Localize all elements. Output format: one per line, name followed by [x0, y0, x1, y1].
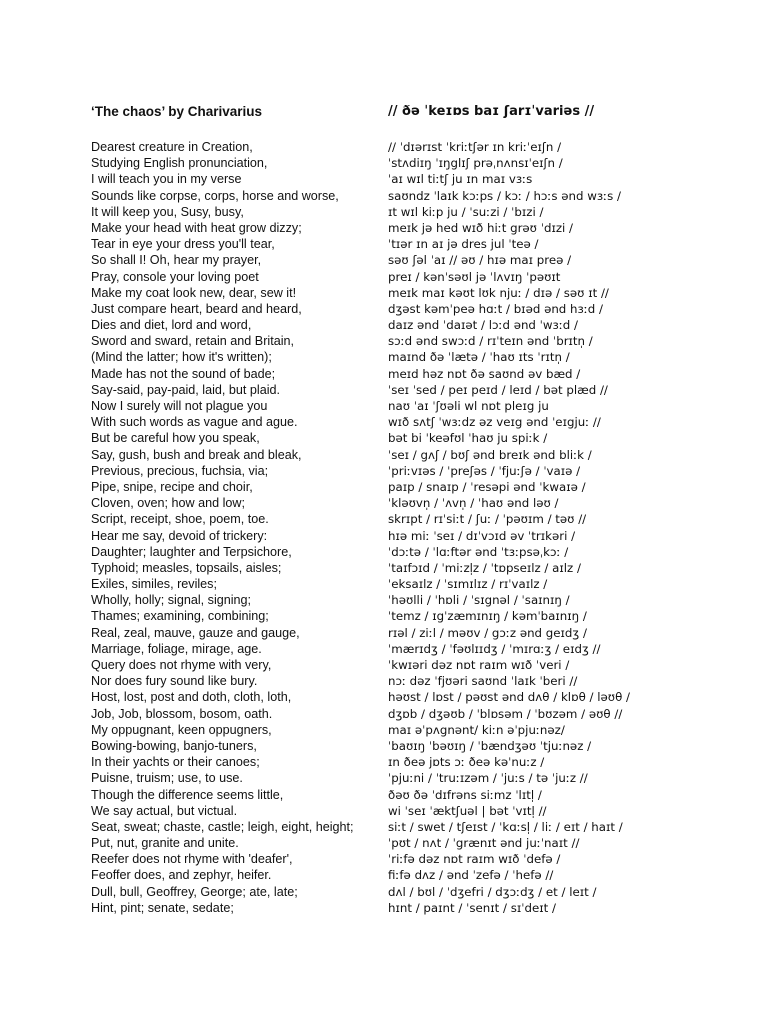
poem-line-transcription: naʊ ˈaɪ ˈʃʊəli wl nɒt pleɪg ju	[388, 399, 549, 413]
poem-line-transcription: daɪz ənd ˈdaɪət / lɔːd ənd ˈwɜːd /	[388, 318, 579, 333]
poem-line	[0, 673, 768, 689]
poem-line	[0, 770, 768, 786]
poem-line-transcription: saʊndz ˈlaɪk kɔːps / kɔː / hɔːs ənd wɜːs /	[388, 188, 622, 203]
poem-line-text: Dull, bull, Geoffrey, George; ate, late;	[91, 884, 298, 899]
poem-line-transcription: ˈtemz / ɪgˈzæmɪnɪŋ / kəmˈbaɪnɪŋ /	[388, 609, 587, 624]
poem-line	[0, 851, 768, 867]
poem-line-text: Though the difference seems little,	[91, 787, 284, 802]
poem-line-text: Puisne, truism; use, to use.	[91, 771, 243, 786]
poem-line	[0, 382, 768, 398]
poem-title: ‘The chaos’ by Charivarius	[91, 104, 263, 119]
poem-line	[0, 188, 768, 204]
poem-line-transcription: ˈstʌdiɪŋ ˈɪŋglɪʃ prəˌnʌnsɪˈeɪʃn /	[388, 156, 563, 171]
poem-line	[0, 269, 768, 285]
poem-line	[0, 689, 768, 705]
poem-line-text: So shall I! Oh, hear my prayer,	[91, 253, 262, 268]
poem-line-text: Previous, precious, fuchsia, via;	[91, 463, 269, 478]
poem-line-text: Job, Job, blossom, bosom, oath.	[91, 706, 273, 721]
poem-line-transcription: ˈtaɪfɔɪd / ˈmiːzl̩z / ˈtɒpseɪlz / aɪlz /	[388, 560, 581, 575]
poem-line-transcription: ˈpjuːni / ˈtruːɪzəm / ˈjuːs / tə ˈjuːz //	[388, 771, 588, 786]
poem-line-transcription: skrɪpt / rɪˈsiːt / ʃuː / ˈpəʊɪm / təʊ //	[388, 512, 587, 527]
poem-line-transcription: // ˈdɪərɪst ˈkriːtʃər ɪn kriːˈeɪʃn /	[388, 140, 562, 154]
poem-line-text: Cloven, oven; how and low;	[91, 496, 246, 511]
poem-line-transcription: səʊ ʃəl ˈaɪ // əʊ / hɪə maɪ preə /	[388, 253, 572, 268]
poem-line-text: Studying English pronunciation,	[91, 156, 268, 171]
poem-line-text: Host, lost, post and doth, cloth, loth,	[91, 690, 292, 705]
poem-line-transcription: paɪp / snaɪp / ˈresəpi ənd ˈkwaɪə /	[388, 479, 586, 494]
poem-line	[0, 900, 768, 916]
poem-line-transcription: ˈpriːvɪəs / ˈpreʃəs / ˈfjuːʃə / ˈvaɪə /	[388, 463, 581, 478]
poem-line	[0, 252, 768, 268]
poem-line-text: Real, zeal, mauve, gauze and gauge,	[91, 625, 300, 640]
poem-line-transcription: wi ˈseɪ ˈæktʃuəl | bət ˈvɪtl̩ //	[388, 803, 547, 818]
poem-line-text: Pipe, snipe, recipe and choir,	[91, 479, 253, 494]
poem-line	[0, 754, 768, 770]
poem-line	[0, 738, 768, 754]
poem-body	[0, 139, 768, 916]
poem-line-transcription: ˈdɔːtə / ˈlɑːftər ənd ˈtɜːpsəˌkɔː /	[388, 544, 569, 559]
poem-line-transcription: ðəʊ ðə ˈdɪfrəns siːmz ˈlɪtl̩ /	[388, 787, 542, 802]
poem-line	[0, 819, 768, 835]
poem-line	[0, 528, 768, 544]
poem-line	[0, 171, 768, 187]
poem-line-text: But be careful how you speak,	[91, 431, 260, 446]
poem-title-ipa: // ðə ˈkeɪɒs baɪ ʃarɪˈvariəs //	[388, 104, 595, 119]
poem-line	[0, 447, 768, 463]
poem-line-transcription: rɪəl / ziːl / məʊv / gɔːz ənd geɪdʒ /	[388, 625, 587, 640]
poem-line-transcription: meɪd həz nɒt ðə saʊnd əv bæd /	[388, 366, 581, 381]
poem-line-text: Nor does fury sound like bury.	[91, 674, 258, 689]
poem-line-transcription: siːt / swet / tʃeɪst / ˈkɑːsl̩ / liː / eɪt / haɪt /	[388, 819, 623, 834]
poem-line	[0, 236, 768, 252]
poem-line	[0, 155, 768, 171]
poem-line-text: I will teach you in my verse	[91, 172, 242, 187]
poem-line-text: Just compare heart, beard and heard,	[91, 301, 302, 316]
poem-line-text: Seat, sweat; chaste, castle; leigh, eight, height;	[91, 819, 354, 834]
poem-line-text: Make your head with heat grow dizzy;	[91, 220, 302, 235]
poem-line-text: Script, receipt, shoe, poem, toe.	[91, 512, 269, 527]
title-row	[0, 104, 768, 124]
poem-line-transcription: dʒəst kəmˈpeə hɑːt / bɪəd ənd hɜːd /	[388, 301, 603, 316]
poem-line-transcription: ˈseɪ / gʌʃ / bʊʃ ənd breɪk ənd bliːk /	[388, 447, 592, 462]
poem-line	[0, 414, 768, 430]
poem-line-text: Dearest creature in Creation,	[91, 140, 253, 154]
poem-line-text: Marriage, foliage, mirage, age.	[91, 641, 262, 656]
poem-line-text: Made has not the sound of bade;	[91, 366, 276, 381]
poem-line-transcription: preɪ / kənˈsəʊl jə ˈlʌvɪŋ ˈpəʊɪt	[388, 269, 561, 284]
poem-line-text: Hint, pint; senate, sedate;	[91, 900, 234, 915]
poem-line-text: Typhoid; measles, topsails, aisles;	[91, 560, 282, 575]
poem-line-transcription: bət bi ˈkeəfʊl ˈhaʊ ju spiːk /	[388, 431, 548, 446]
poem-line-transcription: ˈseɪ ˈsed / peɪ peɪd / leɪd / bət plæd //	[388, 382, 608, 397]
poem-line-transcription: ˈpʊt / nʌt / ˈgrænɪt ənd juːˈnaɪt //	[388, 836, 580, 851]
poem-line-text: Make my coat look new, dear, sew it!	[91, 285, 297, 300]
poem-line	[0, 285, 768, 301]
poem-line	[0, 803, 768, 819]
poem-line-transcription: ˈkwɪəri dəz nɒt raɪm wɪð ˈveri /	[388, 658, 570, 672]
poem-line	[0, 787, 768, 803]
poem-line-transcription: ɪn ðeə jɒts ɔː ðeə kəˈnuːz /	[388, 755, 545, 770]
poem-line	[0, 430, 768, 446]
poem-line	[0, 706, 768, 722]
poem-line-transcription: fiːfə dʌz / ənd ˈzefə / ˈhefə //	[388, 868, 554, 883]
poem-line-text: My oppugnant, keen oppugners,	[91, 722, 272, 737]
poem-line-text: (Mind the latter; how it's written);	[91, 350, 272, 365]
poem-line-transcription: meɪk jə hed wɪð hiːt grəʊ ˈdɪzi /	[388, 220, 574, 235]
poem-line-transcription: hɪnt / paɪnt / ˈsenɪt / sɪˈdeɪt /	[388, 900, 556, 915]
poem-line-transcription: ˈmærɪdʒ / ˈfəʊlɪɪdʒ / ˈmɪrɑːʒ / eɪdʒ //	[388, 641, 601, 656]
poem-line-text: Now I surely will not plague you	[91, 399, 268, 413]
poem-line-text: Reefer does not rhyme with 'deafer',	[91, 852, 293, 867]
poem-line-transcription: dʌl / bʊl / ˈdʒefri / dʒɔːdʒ / et / leɪt /	[388, 884, 597, 899]
poem-line-text: Put, nut, granite and unite.	[91, 836, 239, 851]
poem-line-transcription: maɪnd ðə ˈlætə / ˈhaʊ ɪts ˈrɪtn̩ /	[388, 350, 570, 365]
poem-line-transcription: dʒɒb / dʒəʊb / ˈblɒsəm / ˈbʊzəm / əʊθ //	[388, 706, 623, 721]
poem-line	[0, 722, 768, 738]
poem-line	[0, 139, 768, 155]
poem-line-text: Daughter; laughter and Terpsichore,	[91, 544, 292, 559]
poem-line-transcription: həʊst / lɒst / pəʊst ənd dʌθ / klɒθ / ləʊθ /	[388, 690, 631, 705]
poem-line-text: Wholly, holly; signal, signing;	[91, 593, 252, 608]
poem-line-text: Say-said, pay-paid, laid, but plaid.	[91, 382, 281, 397]
poem-line	[0, 867, 768, 883]
poem-line-text: We say actual, but victual.	[91, 803, 238, 818]
poem-line-text: Say, gush, bush and break and bleak,	[91, 447, 302, 462]
poem-line	[0, 301, 768, 317]
poem-line	[0, 317, 768, 333]
poem-line	[0, 220, 768, 236]
poem-line	[0, 560, 768, 576]
poem-line-text: Dies and diet, lord and word,	[91, 318, 252, 333]
poem-line-transcription: nɔː dəz ˈfjʊəri saʊnd ˈlaɪk ˈberi //	[388, 674, 578, 689]
poem-line-text: Thames; examining, combining;	[91, 609, 269, 624]
poem-line-transcription: hɪə miː ˈseɪ / dɪˈvɔɪd əv ˈtrɪkəri /	[388, 528, 576, 543]
poem-line-text: Pray, console your loving poet	[91, 269, 259, 284]
poem-line	[0, 608, 768, 624]
poem-line-transcription: ˈbaʊɪŋ ˈbəʊɪŋ / ˈbændʒəʊ ˈtjuːnəz /	[388, 738, 592, 753]
poem-line-transcription: ˈkləʊvn̩ / ˈʌvn̩ / ˈhaʊ ənd ləʊ /	[388, 496, 559, 511]
poem-line	[0, 544, 768, 560]
poem-line-transcription: meɪk maɪ kəʊt lʊk njuː / dɪə / səʊ ɪt //	[388, 285, 609, 300]
poem-line	[0, 511, 768, 527]
poem-line	[0, 884, 768, 900]
poem-line-transcription: sɔːd ənd swɔːd / rɪˈteɪn ənd ˈbrɪtn̩ /	[388, 334, 593, 349]
poem-line	[0, 835, 768, 851]
poem-line-text: Exiles, similes, reviles;	[91, 577, 217, 592]
poem-line-transcription: ˈaɪ wɪl tiːtʃ ju ɪn maɪ vɜːs	[388, 172, 533, 187]
poem-line-text: Sounds like corpse, corps, horse and worse,	[91, 188, 339, 203]
poem-line	[0, 333, 768, 349]
poem-line	[0, 495, 768, 511]
poem-line-text: It will keep you, Susy, busy,	[91, 204, 244, 219]
poem-line	[0, 625, 768, 641]
poem-line-transcription: ɪt wɪl kiːp ju / ˈsuːzi / ˈbɪzi /	[388, 204, 544, 219]
poem-line-text: With such words as vague and ague.	[91, 415, 298, 430]
poem-line	[0, 657, 768, 673]
poem-line	[0, 398, 768, 414]
poem-line-transcription: wɪð sʌtʃ ˈwɜːdz əz veɪg ənd ˈeɪgjuː //	[388, 415, 601, 430]
poem-line-text: Query does not rhyme with very,	[91, 658, 272, 672]
poem-line	[0, 463, 768, 479]
poem-line-text: Tear in eye your dress you'll tear,	[91, 237, 275, 252]
poem-line	[0, 479, 768, 495]
poem-line-text: Bowing-bowing, banjo-tuners,	[91, 738, 257, 753]
poem-line	[0, 592, 768, 608]
poem-line-text: Sword and sward, retain and Britain,	[91, 334, 295, 349]
poem-line	[0, 366, 768, 382]
poem-line-transcription: ˈtɪər ɪn aɪ jə dres jul ˈteə /	[388, 237, 539, 252]
poem-line	[0, 349, 768, 365]
poem-line-text: Hear me say, devoid of trickery:	[91, 528, 268, 543]
poem-line	[0, 204, 768, 220]
poem-line	[0, 641, 768, 657]
poem-line-transcription: ˈhəʊlli / ˈhɒli / ˈsɪgnəl / ˈsaɪnɪŋ /	[388, 593, 570, 608]
poem-line-transcription: ˈeksaɪlz / ˈsɪmɪlɪz / rɪˈvaɪlz /	[388, 577, 548, 592]
poem-line-text: Feoffer does, and zephyr, heifer.	[91, 868, 272, 883]
poem-line-transcription: ˈriːfə dəz nɒt raɪm wɪð ˈdefə /	[388, 852, 561, 867]
poem-line-transcription: maɪ əˈpʌgnənt/ kiːn əˈpjuːnəz/	[388, 722, 565, 737]
poem-line	[0, 576, 768, 592]
poem-line-text: In their yachts or their canoes;	[91, 755, 260, 770]
